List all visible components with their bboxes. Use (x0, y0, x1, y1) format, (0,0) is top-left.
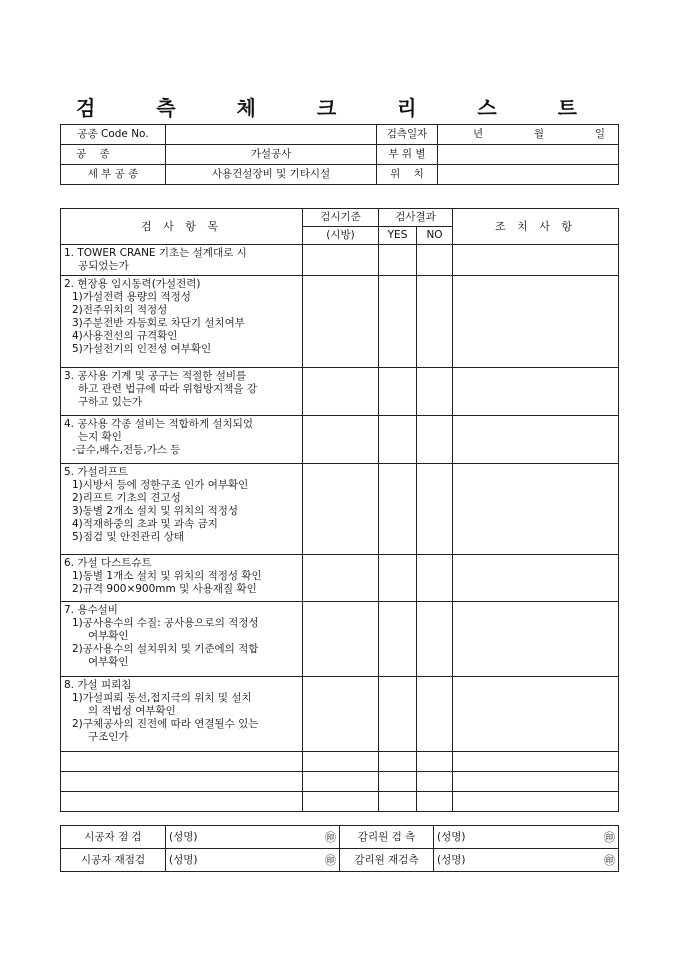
no-cell[interactable] (417, 245, 453, 276)
yes-cell[interactable] (379, 752, 417, 772)
action-cell[interactable] (453, 555, 619, 602)
no-cell[interactable] (417, 416, 453, 464)
item-2-line: 5)가설전기의 인전성 여부확인 (72, 343, 212, 355)
col-no-header: NO (417, 227, 453, 245)
item-7 (61, 602, 303, 677)
signature-table (60, 825, 619, 872)
item-2-line: 2. 현장용 임시동력(가설전력) (64, 278, 201, 290)
no-cell[interactable] (417, 792, 453, 812)
item-6-line: 1)동별 1개소 설치 및 위치의 적정성 확인 (72, 570, 262, 582)
col-item-header: 검 사 항 목 (61, 209, 303, 245)
criteria-cell[interactable] (303, 677, 379, 752)
no-cell[interactable] (417, 677, 453, 752)
criteria-cell[interactable] (303, 792, 379, 812)
item-6-line: 6. 가설 다스트슈트 (64, 557, 152, 569)
col-yes-header: YES (379, 227, 417, 245)
item-7-line: 2)공사용수의 설치위치 및 기준에의 적합 (72, 643, 259, 655)
item-5-line: 4)적재하중의 초과 및 과속 금지 (72, 518, 218, 530)
criteria-cell[interactable] (303, 276, 379, 368)
no-cell[interactable] (417, 368, 453, 416)
item-8-line: 1)가설피뢰 동선,접지극의 위치 및 설치 (72, 692, 252, 704)
empty-item-cell[interactable] (61, 792, 303, 812)
table-row (61, 464, 619, 555)
item-7-line: 여부확인 (88, 656, 129, 668)
yes-cell[interactable] (379, 677, 417, 752)
item-5-line: 2)리프트 기초의 견고성 (72, 492, 181, 504)
table-row (61, 677, 619, 752)
table-row (61, 602, 619, 677)
code-label: 공종 Code No. (61, 125, 166, 145)
name-label: (성명) (169, 830, 198, 843)
table-row (61, 772, 619, 792)
yes-cell[interactable] (379, 792, 417, 812)
sign-row-recheck (61, 849, 619, 872)
item-8 (61, 677, 303, 752)
no-cell[interactable] (417, 602, 453, 677)
yes-cell[interactable] (379, 555, 417, 602)
year-label: 년 (473, 128, 484, 140)
action-cell[interactable] (453, 602, 619, 677)
item-3-line: 하고 관련 법규에 따라 위험방지책을 강 (78, 383, 257, 395)
criteria-cell[interactable] (303, 245, 379, 276)
yes-cell[interactable] (379, 245, 417, 276)
item-2-line: 2)전주위치의 적정성 (72, 304, 168, 316)
info-row-detail (61, 165, 619, 185)
name-label: (성명) (169, 853, 198, 866)
table-row (61, 555, 619, 602)
yes-cell[interactable] (379, 416, 417, 464)
item-7-line: 1)공사용수의 수질: 공사용으로의 적정성 (72, 617, 259, 629)
supervisor-recheck-name[interactable] (434, 849, 619, 872)
info-table (60, 124, 619, 185)
item-5-line: 3)동별 2개소 설치 및 위치의 적정성 (72, 505, 239, 517)
yes-cell[interactable] (379, 772, 417, 792)
criteria-cell[interactable] (303, 555, 379, 602)
item-7-line: 7. 용수설비 (64, 604, 118, 616)
name-label: (성명) (437, 830, 466, 843)
criteria-cell[interactable] (303, 752, 379, 772)
date-value[interactable] (438, 125, 619, 145)
work-label: 공 종 (76, 148, 110, 160)
col-result-header: 검사결과 (379, 209, 453, 227)
seal-icon: ㊞ (604, 830, 615, 844)
day-label: 일 (594, 128, 605, 140)
action-cell[interactable] (453, 416, 619, 464)
action-cell[interactable] (453, 677, 619, 752)
name-label: (성명) (437, 853, 466, 866)
action-cell[interactable] (453, 792, 619, 812)
supervisor-check-name[interactable] (434, 826, 619, 849)
item-1 (61, 245, 303, 276)
item-2 (61, 276, 303, 368)
empty-item-cell[interactable] (61, 772, 303, 792)
item-6 (61, 555, 303, 602)
table-row (61, 368, 619, 416)
action-cell[interactable] (453, 245, 619, 276)
item-8-line: 의 적법성 여부확인 (88, 705, 176, 717)
seal-icon: ㊞ (604, 853, 615, 867)
action-cell[interactable] (453, 464, 619, 555)
yes-cell[interactable] (379, 368, 417, 416)
contractor-check-label: 시공자 점 검 (61, 826, 166, 849)
seal-icon: ㊞ (325, 853, 336, 867)
no-cell[interactable] (417, 772, 453, 792)
criteria-cell[interactable] (303, 602, 379, 677)
empty-item-cell[interactable] (61, 752, 303, 772)
location-value[interactable] (438, 165, 619, 185)
action-cell[interactable] (453, 276, 619, 368)
table-row (61, 276, 619, 368)
no-cell[interactable] (417, 555, 453, 602)
item-4-line: 는지 확인 (78, 431, 122, 443)
no-cell[interactable] (417, 464, 453, 555)
table-row (61, 752, 619, 772)
criteria-cell[interactable] (303, 368, 379, 416)
table-row (61, 416, 619, 464)
item-8-line: 8. 가설 피뢰침 (64, 679, 132, 691)
detail-value[interactable]: 사용건설장비 및 기타시설 (166, 165, 377, 185)
action-cell[interactable] (453, 752, 619, 772)
sign-row-check (61, 826, 619, 849)
seal-icon: ㊞ (325, 830, 336, 844)
yes-cell[interactable] (379, 464, 417, 555)
item-3-line: 구하고 있는가 (78, 396, 143, 408)
date-label: 검측일자 (377, 125, 438, 145)
item-5-line: 5)점검 및 안전관리 상태 (72, 531, 185, 543)
contractor-check-name[interactable] (166, 826, 340, 849)
location-label: 위 치 (377, 165, 438, 185)
contractor-recheck-label: 시공자 재점검 (61, 849, 166, 872)
item-2-line: 3)주분전반 자동회로 차단기 설치여부 (72, 317, 245, 329)
yes-cell[interactable] (379, 276, 417, 368)
item-3-line: 3. 공사용 기계 및 공구는 적절한 설비를 (64, 370, 247, 382)
code-value[interactable] (166, 125, 377, 145)
item-2-line: 4)사용전선의 규격확인 (72, 330, 178, 342)
table-row (61, 792, 619, 812)
no-cell[interactable] (417, 276, 453, 368)
item-8-line: 구조인가 (88, 731, 129, 743)
part-value[interactable] (438, 145, 619, 165)
item-1-line: 1. TOWER CRANE 기초는 설계대로 시 (64, 247, 247, 259)
item-1-line: 공되었는가 (78, 260, 129, 272)
work-value[interactable]: 가설공사 (166, 145, 377, 165)
item-5-line: 5. 가설리프트 (64, 466, 129, 478)
item-6-line: 2)규격 900×900mm 및 사용재질 확인 (72, 583, 257, 595)
table-row (61, 245, 619, 276)
item-4-line: -급수,배수,전등,가스 등 (72, 444, 181, 456)
action-cell[interactable] (453, 772, 619, 792)
checklist-table (60, 208, 619, 812)
criteria-cell[interactable] (303, 416, 379, 464)
item-8-line: 2)구체공사의 진전에 따라 연결될수 있는 (72, 718, 259, 730)
part-label: 부 위 별 (377, 145, 438, 165)
page-title: 검 측 체 크 리 스 트 (75, 96, 605, 120)
info-row-code (61, 125, 619, 145)
item-4 (61, 416, 303, 464)
supervisor-check-label: 감리원 검 측 (340, 826, 434, 849)
supervisor-recheck-label: 감리원 재검측 (340, 849, 434, 872)
item-3 (61, 368, 303, 416)
item-5-line: 1)시방서 등에 정한구조 인가 여부확인 (72, 479, 249, 491)
item-2-line: 1)가설전력 용량의 적정성 (72, 291, 191, 303)
checklist-header-row (61, 209, 619, 227)
item-7-line: 여부확인 (88, 630, 129, 642)
col-criteria-sub: (시방) (303, 227, 379, 245)
month-label: 월 (533, 128, 545, 140)
col-action-header: 조 치 사 항 (453, 209, 619, 245)
criteria-cell[interactable] (303, 772, 379, 792)
item-4-line: 4. 공사용 각종 설비는 적합하게 설치되었 (64, 418, 253, 430)
detail-label: 세 부 공 종 (61, 165, 166, 185)
criteria-cell[interactable] (303, 464, 379, 555)
action-cell[interactable] (453, 368, 619, 416)
contractor-recheck-name[interactable] (166, 849, 340, 872)
no-cell[interactable] (417, 752, 453, 772)
item-5 (61, 464, 303, 555)
col-criteria-header: 검시기준 (303, 209, 379, 227)
info-row-work (61, 145, 619, 165)
yes-cell[interactable] (379, 602, 417, 677)
